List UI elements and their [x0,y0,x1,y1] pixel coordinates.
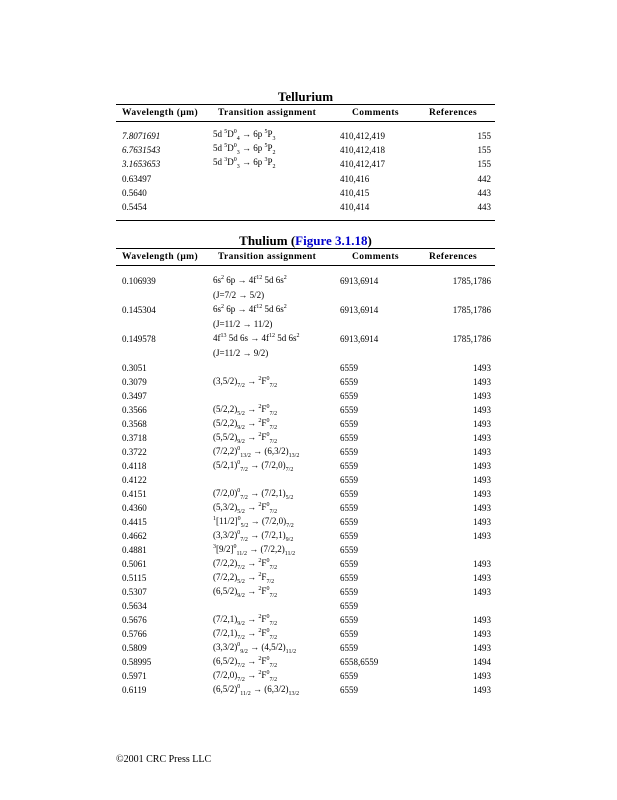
tm-row-26-transition: $(6,5/2)^0_{11/2} \to (6,3/2)_{13/2}$ [213,684,300,697]
tm-row-22-comments: 6559 [340,629,358,639]
tm-row-26-references: 1493 [473,685,491,695]
te-row-5-wavelength: 0.5454 [122,202,147,212]
tm-row-2-j: (J=11/2 → 9/2) [213,348,269,358]
tm-row-3-references: 1493 [473,363,491,373]
te-row-2-transition: 5d $^3D^0_3 \to 6p$ $^3P_2$ [213,157,276,170]
tm-row-9-transition: $(7/2,2)^0_{13/2} \to (6,3/2)_{13/2}$ [213,446,300,459]
tm-row-24-wavelength: 0.58995 [122,657,152,667]
te-row-2-comments: 410,412,417 [340,159,385,169]
tm-row-0-comments: 6913,6914 [340,276,379,286]
tm-row-25-transition: $(7/2,0)_{7/2} \to ^2F^0_{7/2}$ [213,670,278,683]
tm-row-12-wavelength: 0.4151 [122,489,147,499]
te-row-2-wavelength: 3.1653653 [122,159,161,169]
thulium-title-close: ) [367,233,372,248]
tm-row-6-references: 1493 [473,405,491,415]
thulium-header-wavelength: Wavelength (μm) [122,252,199,262]
tm-row-17-wavelength: 0.5061 [122,559,147,569]
tm-row-23-transition: $(3,3/2)^0_{9/2} \to (4,5/2)_{11/2}$ [213,642,297,655]
thulium-top-rule [116,248,495,249]
tm-row-26-comments: 6559 [340,685,358,695]
te-row-3-references: 442 [477,174,491,184]
tm-row-6-comments: 6559 [340,405,358,415]
tm-row-2-references: 1785,1786 [452,334,491,344]
tm-row-21-references: 1493 [473,615,491,625]
te-row-1-comments: 410,412,418 [340,145,385,155]
tm-row-22-wavelength: 0.5766 [122,629,147,639]
tellurium-header-references: References [429,108,478,118]
tm-row-10-references: 1493 [473,461,491,471]
tm-row-8-wavelength: 0.3718 [122,433,147,443]
tm-row-10-transition: $(5/2,1)^0_{7/2} \to (7/2,0)_{7/2}$ [213,460,294,473]
te-row-1-transition: 5d $^5D^0_3 \to 6p$ $^5P_2$ [213,143,276,156]
thulium-title [116,233,495,249]
tm-row-14-references: 1493 [473,517,491,527]
tm-row-4-comments: 6559 [340,377,358,387]
tm-row-24-transition: $(6,5/2)_{7/2} \to ^2F^0_{7/2}$ [213,656,278,669]
tm-row-0-j: (J=7/2 → 5/2) [213,290,265,300]
tm-row-16-wavelength: 0.4881 [122,545,147,555]
tm-row-0-wavelength: 0.106939 [122,276,156,286]
tm-row-4-transition: $(3,5/2)_{7/2} \to ^2F^0_{7/2}$ [213,376,278,389]
tm-row-7-references: 1493 [473,419,491,429]
tm-row-18-references: 1493 [473,573,491,583]
te-row-5-comments: 410,414 [340,202,370,212]
tm-row-11-comments: 6559 [340,475,358,485]
tellurium-bottom-rule [116,220,495,221]
tm-row-5-wavelength: 0.3497 [122,391,147,401]
tm-row-25-references: 1493 [473,671,491,681]
thulium-header-transition: Transition assignment [218,252,317,262]
tm-row-21-comments: 6559 [340,615,358,625]
tm-row-7-wavelength: 0.3568 [122,419,147,429]
tm-row-2-transition: $4f^{13}$ 5d $6s \to 4f^{12}$ 5d $6s^2$ [213,333,300,343]
te-row-0-references: 155 [477,131,491,141]
tm-row-23-wavelength: 0.5809 [122,643,147,653]
tm-row-5-references: 1493 [473,391,491,401]
tellurium-header-wavelength: Wavelength (μm) [122,108,199,118]
tm-row-11-wavelength: 0.4122 [122,475,147,485]
tm-row-23-comments: 6559 [340,643,358,653]
tm-row-24-references: 1494 [473,657,491,667]
tm-row-14-comments: 6559 [340,517,358,527]
tm-row-22-references: 1493 [473,629,491,639]
tm-row-9-wavelength: 0.3722 [122,447,147,457]
tm-row-17-references: 1493 [473,559,491,569]
tm-row-16-transition: $^3[9/2]^0_{11/2} \to (7/2,2)_{11/2}$ [213,544,296,557]
tm-row-2-comments: 6913,6914 [340,334,379,344]
tm-row-13-transition: $(5,3/2)_{5/2} \to ^2F^0_{7/2}$ [213,502,278,515]
tm-row-18-transition: $(7/2,2)_{5/2} \to ^2F_{7/2}$ [213,572,275,585]
tm-row-23-references: 1493 [473,643,491,653]
te-row-4-references: 443 [477,188,491,198]
tm-row-6-wavelength: 0.3566 [122,405,147,415]
tm-row-15-comments: 6559 [340,531,358,541]
te-row-2-references: 155 [477,159,491,169]
tm-row-3-wavelength: 0.3051 [122,363,147,373]
tm-row-1-wavelength: 0.145304 [122,305,156,315]
tm-row-26-wavelength: 0.6119 [122,685,147,695]
tm-row-3-comments: 6559 [340,363,358,373]
tm-row-7-comments: 6559 [340,419,358,429]
tm-row-22-transition: $(7/2,1)_{7/2} \to ^2F^0_{7/2}$ [213,628,278,641]
tm-row-9-comments: 6559 [340,447,358,457]
tm-row-17-transition: $(7/2,2)_{7/2} \to ^2F^0_{7/2}$ [213,558,278,571]
tm-row-4-wavelength: 0.3079 [122,377,147,387]
tm-row-6-transition: $(5/2,2)_{5/2} \to ^2F^0_{7/2}$ [213,404,278,417]
tm-row-19-comments: 6559 [340,587,358,597]
tm-row-25-comments: 6559 [340,671,358,681]
tm-row-15-references: 1493 [473,531,491,541]
tm-row-14-transition: $^1[11/2]^0_{5/2} \to (7/2,0)_{7/2}$ [213,516,294,529]
tm-row-20-comments: 6559 [340,601,358,611]
tm-row-2-wavelength: 0.149578 [122,334,156,344]
thulium-header-rule [116,265,495,266]
tellurium-title-text: Tellurium [277,89,334,104]
thulium-title-text: Thulium ( [239,233,296,248]
tm-row-7-transition: $(5/2,2)_{9/2} \to ^2F^0_{7/2}$ [213,418,278,431]
tm-row-0-transition: $6s^2$ $6p \to 4f^{12}$ 5d $6s^2$ [213,275,287,285]
tm-row-9-references: 1493 [473,447,491,457]
tm-row-21-transition: $(7/2,1)_{9/2} \to ^2F^0_{7/2}$ [213,614,278,627]
tm-row-0-references: 1785,1786 [452,276,491,286]
thulium-header-comments: Comments [352,252,399,262]
tm-row-20-wavelength: 0.5634 [122,601,147,611]
tellurium-header-transition: Transition assignment [218,108,317,118]
tm-row-1-j: (J=11/2 → 11/2) [213,319,273,329]
tm-row-12-transition: $(7/2,0)^0_{7/2} \to (7/2,1)_{5/2}$ [213,488,294,501]
tm-row-13-wavelength: 0.4360 [122,503,147,513]
tm-row-8-references: 1493 [473,433,491,443]
copyright-footer: ©2001 CRC Press LLC [116,754,212,765]
tm-row-19-transition: $(6,5/2)_{9/2} \to ^2F^0_{7/2}$ [213,586,278,599]
tm-row-15-transition: $(3,3/2)^0_{7/2} \to (7/2,1)_{9/2}$ [213,530,294,543]
tm-row-1-comments: 6913,6914 [340,305,379,315]
tm-row-12-comments: 6559 [340,489,358,499]
te-row-0-comments: 410,412,419 [340,131,385,141]
tm-row-15-wavelength: 0.4662 [122,531,147,541]
tellurium-title [116,89,495,105]
tm-row-11-references: 1493 [473,475,491,485]
tm-row-25-wavelength: 0.5971 [122,671,147,681]
tm-row-12-references: 1493 [473,489,491,499]
te-row-4-wavelength: 0.5640 [122,188,147,198]
tm-row-19-references: 1493 [473,587,491,597]
te-row-1-wavelength: 6.7631543 [122,145,161,155]
tm-row-5-comments: 6559 [340,391,358,401]
tellurium-top-rule [116,104,495,105]
tm-row-1-transition: $6s^2$ $6p \to 4f^{12}$ 5d $6s^2$ [213,304,287,314]
te-row-1-references: 155 [477,145,491,155]
tm-row-1-references: 1785,1786 [452,305,491,315]
tm-row-13-comments: 6559 [340,503,358,513]
te-row-5-references: 443 [477,202,491,212]
te-row-4-comments: 410,415 [340,188,370,198]
te-row-3-comments: 410,416 [340,174,370,184]
tm-row-8-transition: $(5,5/2)_{9/2} \to ^2F^0_{7/2}$ [213,432,278,445]
thulium-header-references: References [429,252,478,262]
tm-row-21-wavelength: 0.5676 [122,615,147,625]
te-row-0-wavelength: 7.8071691 [122,131,161,141]
tm-row-18-wavelength: 0.5115 [122,573,147,583]
tm-row-17-comments: 6559 [340,559,358,569]
tm-row-24-comments: 6558,6559 [340,657,379,667]
tm-row-14-wavelength: 0.4415 [122,517,147,527]
tm-row-16-comments: 6559 [340,545,358,555]
te-row-0-transition: 5d $^5D^0_4 \to 6p$ $^5P_3$ [213,129,276,142]
tm-row-8-comments: 6559 [340,433,358,443]
tm-row-10-wavelength: 0.4118 [122,461,147,471]
figure-link[interactable]: Figure 3.1.18 [295,233,368,248]
tm-row-10-comments: 6559 [340,461,358,471]
tellurium-header-comments: Comments [352,108,399,118]
tm-row-4-references: 1493 [473,377,491,387]
tm-row-19-wavelength: 0.5307 [122,587,147,597]
te-row-3-wavelength: 0.63497 [122,174,152,184]
tm-row-13-references: 1493 [473,503,491,513]
tm-row-18-comments: 6559 [340,573,358,583]
tellurium-header-rule [116,121,495,122]
